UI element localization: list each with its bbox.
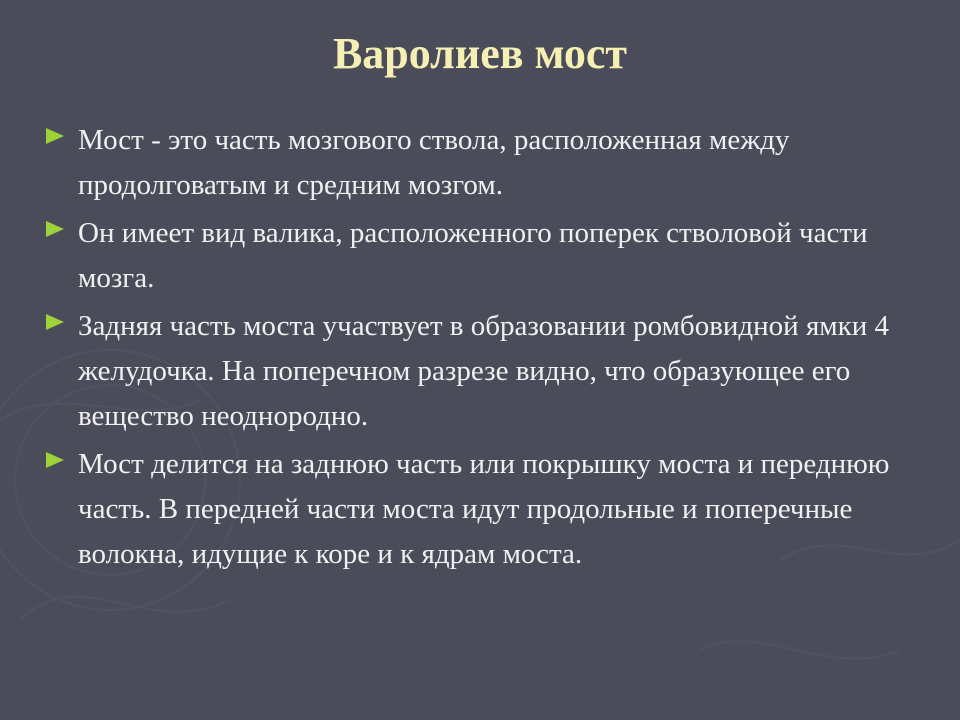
bullet-text: Мост - это часть мозгового ствола, расположенная между продолговатым и средним мозгом. — [78, 124, 790, 201]
bullet-text: Задняя часть моста участвует в образовании ромбовидной ямки 4 желудочка. На поперечном разрезе видно, что образующее его вещество неоднородно. — [78, 310, 889, 432]
bullet-item — [46, 304, 926, 439]
bullet-item — [46, 211, 926, 301]
triangle-bullet-icon — [46, 128, 64, 144]
triangle-bullet-icon — [46, 221, 64, 237]
triangle-bullet-icon — [46, 452, 64, 468]
bullet-item — [46, 118, 926, 208]
bullet-text: Мост делится на заднюю часть или покрышку моста и переднюю часть. В передней части моста идут продольные и поперечные волокна, идущие к коре и к ядрам моста. — [78, 448, 890, 570]
slide-title: Варолиев мост — [332, 29, 628, 78]
bullet-text: Он имеет вид валика, расположенного поперек стволовой части мозга. — [78, 217, 868, 294]
triangle-bullet-icon — [46, 314, 64, 330]
bullet-list — [46, 118, 926, 580]
bullet-item — [46, 442, 926, 577]
